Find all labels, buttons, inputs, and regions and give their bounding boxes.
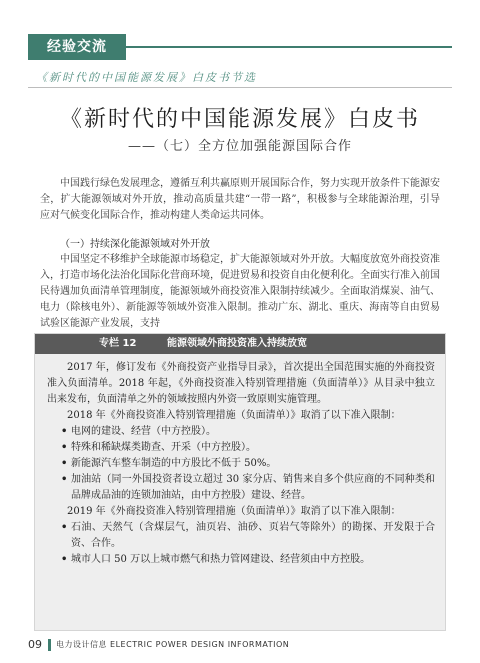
section-header	[28, 34, 452, 64]
page-number: 09	[28, 638, 42, 651]
sidebar-box	[34, 333, 446, 631]
section-heading: （一）持续深化能源领域对外开放	[60, 239, 210, 250]
divider	[28, 87, 452, 88]
page-footer	[28, 638, 452, 654]
article-subtitle: ——（七）全方位加强能源国际合作	[127, 139, 352, 154]
restriction-list-2018	[47, 424, 435, 504]
article-title: 《新时代的中国能源发展》白皮书	[59, 107, 420, 132]
box-paragraph: 2019 年《外商投资准入特别管理措施（负面清单）》取消了以下准入限制：	[67, 506, 401, 517]
sidebar-box-body	[47, 360, 435, 568]
list-item: • 加油站（同一外国投资者设立超过 30 家分店、销售来自多个供应商的不同种类和品牌成品油的连锁加油站，由中方控股）建设、经营。	[61, 472, 435, 504]
box-number: 专栏 12	[99, 338, 137, 349]
header-rule	[126, 46, 452, 48]
box-paragraph: 2017 年，修订发布《外商投资产业指导目录》，首次提出全国范围实施的外商投资准入负面清单。2018 年起，《外商投资准入特别管理措施（负面清单）》从目录中独立出来发布，负面清单之外的领域按照内外资一致原则实施管理。	[47, 362, 435, 405]
box-paragraph: 2018 年《外商投资准入特别管理措施（负面清单）》取消了以下准入限制：	[67, 410, 401, 421]
list-item: • 城市人口 50 万以上城市燃气和热力管网建设、经营须由中方控股。	[61, 552, 435, 568]
footer-separator	[48, 639, 51, 651]
section-paragraph: 中国坚定不移维护全球能源市场稳定，扩大能源领域对外开放。大幅度放宽外商投资准入，打造市场化法治化国际化营商环境，促进贸易和投资自由化便利化。全面实行准入前国民待遇加负面清单管理制度，能源领域外商投资准入限制持续减少。全面取消煤炭、油气、电力（除核电外）、新能源等领域外资准入限制。推动广东、湖北、重庆、海南等自由贸易试验区能源产业发展，支持	[40, 254, 440, 329]
intro-paragraph: 中国践行绿色发展理念，遵循互利共赢原则开展国际合作，努力实现开放条件下能源安全，扩大能源领域对外开放，推动高质量共建“一带一路”，积极参与全球能源治理，引导应对气候变化国际合作，推动构建人类命运共同体。	[40, 178, 440, 221]
section-tag: 经验交流	[28, 34, 126, 60]
sidebar-box-header	[35, 334, 445, 354]
box-title: 能源领域外商投资准入持续放宽	[167, 338, 307, 349]
list-item: • 电网的建设、经营（中方控股）。	[61, 424, 435, 440]
journal-name: 电力设计信息 ELECTRIC POWER DESIGN INFORMATION	[56, 640, 290, 649]
list-item: • 新能源汽车整车制造的中方股比不低于 50%。	[61, 456, 435, 472]
list-item: • 特殊和稀缺煤类勘查、开采（中方控股）。	[61, 440, 435, 456]
series-line: 《新时代的中国能源发展》白皮书节选	[36, 71, 257, 84]
restriction-list-2019	[47, 520, 435, 568]
list-item: • 石油、天然气（含煤层气，油页岩、油砂、页岩气等除外）的勘探、开发限于合资、合作。	[61, 520, 435, 552]
